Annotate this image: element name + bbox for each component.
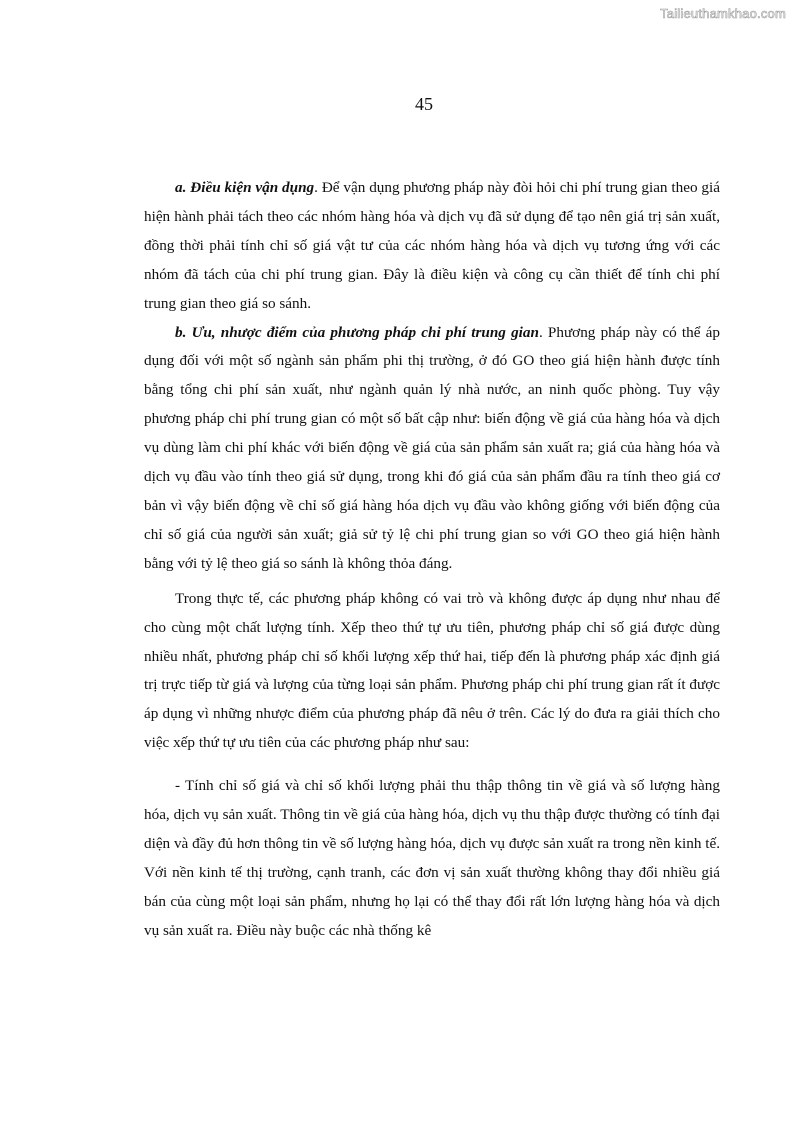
paragraph-ly-do <box>144 772 720 945</box>
paragraph-text: - Tính chỉ số giá và chỉ số khối lượng phải thu thập thông tin về giá và số lượng hàng hóa, dịch vụ sản xuất. Thông tin về giá của hàng hóa, dịch vụ thu thập được thường có tính đại diện và đầy đủ hơn thông tin về số lượng hàng hóa, dịch vụ được sản xuất ra trong nền kinh tế. Với nền kinh tế thị trường, cạnh tranh, các đơn vị sản xuất thường không thay đổi nhiều giá bán của cùng một loại sản phẩm, nhưng họ lại có thể thay đổi rất lớn lượng hàng hóa và dịch vụ sản xuất ra. Điều này buộc các nhà thống kê <box>144 777 720 939</box>
document-body <box>144 174 720 946</box>
paragraph-text: . Để vận dụng phương pháp này đòi hỏi chi phí trung gian theo giá hiện hành phải tách theo các nhóm hàng hóa và dịch vụ đã sử dụng để tạo nên giá trị sản xuất, đồng thời phải tính chỉ số giá vật tư của các nhóm hàng hóa và dịch vụ tương ứng với các nhóm đã tách của chi phí trung gian. Đây là điều kiện và công cụ cần thiết để tính chi phí trung gian theo giá so sánh. <box>144 179 720 312</box>
page-number: 45 <box>415 94 433 114</box>
paragraph-heading: a. Điều kiện vận dụng <box>175 179 315 196</box>
paragraph-uu-nhuoc-diem <box>144 319 720 579</box>
watermark-text: Tailieuthamkhao.com <box>660 6 786 21</box>
paragraph-text: Trong thực tế, các phương pháp không có vai trò và không được áp dụng như nhau để cho cùng một chất lượng tính. Xếp theo thứ tự ưu tiên, phương pháp chỉ số giá được dùng nhiều nhất, phương pháp chỉ số khối lượng xếp thứ hai, tiếp đến là phương pháp xác định giá trị trực tiếp từ giá và lượng của từng loại sản phẩm. Phương pháp chi phí trung gian rất ít được áp dụng vì những nhược điểm của phương pháp đã nêu ở trên. Các lý do đưa ra giải thích cho việc xếp thứ tự ưu tiên của các phương pháp như sau: <box>144 589 720 752</box>
paragraph-thuc-te <box>144 585 720 758</box>
paragraph-dieu-kien-van-dung <box>144 174 720 319</box>
paragraph-heading: b. Ưu, nhược điểm của phương pháp chi phí trung gian <box>175 323 539 341</box>
paragraph-text: . Phương pháp này có thể áp dụng đối với một số ngành sản phẩm phi thị trường, ở đó GO theo giá hiện hành được tính bằng tổng chi phí sản xuất, như ngành quản lý nhà nước, an ninh quốc phòng. Tuy vậy phương pháp chi phí trung gian có một số bất cập như: biến động về giá của hàng hóa và dịch vụ dùng làm chi phí khác với biến động về giá của sản phẩm sản xuất ra; giá của hàng hóa và dịch vụ đầu vào tính theo giá sử dụng, trong khi đó giá của sản phẩm đầu ra tính theo giá cơ bản vì vậy biến động về chỉ số giá hàng hóa dịch vụ đầu vào không giống với biến động của chỉ số giá của người sản xuất; giả sử tỷ lệ chi phí trung gian so với GO theo giá hiện hành bằng với tỷ lệ theo giá so sánh là không thỏa đáng. <box>144 323 720 572</box>
